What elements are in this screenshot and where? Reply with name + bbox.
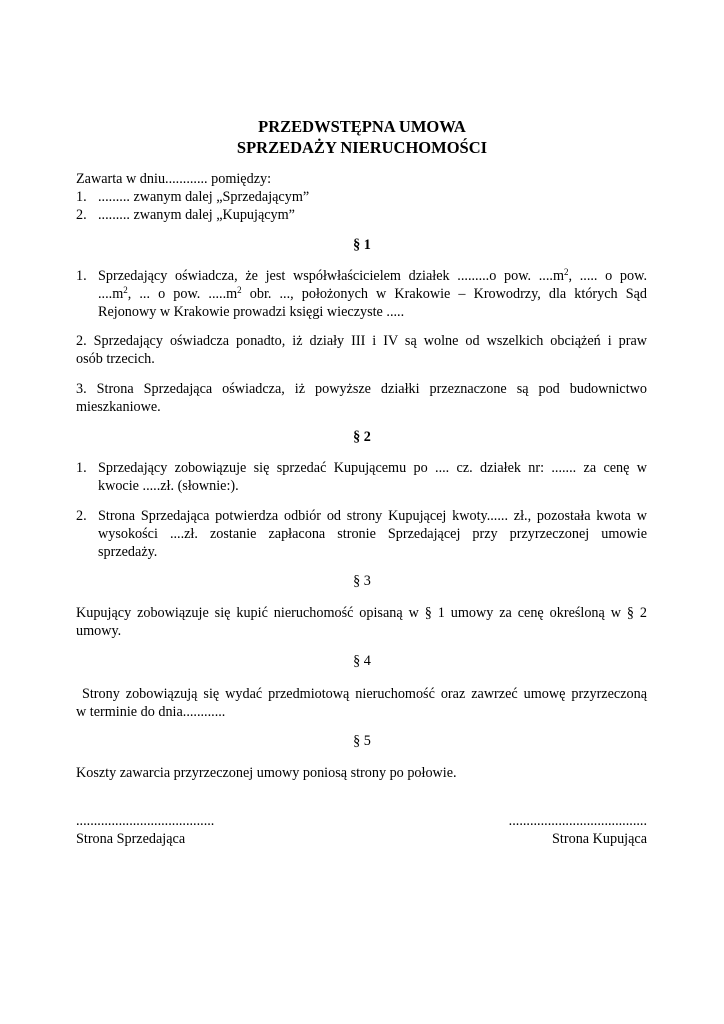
s2-point-2-line-1: Strona Sprzedająca potwierdza odbiór od strony Kupującej kwoty...... zł., pozostała kwota w — [98, 508, 647, 524]
s2-point-1-line-2: kwocie .....zł. (słownie:). — [98, 478, 239, 494]
s3-line-1: Kupujący zobowiązuje się kupić nieruchomość opisaną w § 1 umowy za cenę określoną w § 2 — [76, 605, 647, 621]
s1-point-1-line-3: Rejonowy w Krakowie prowadzi księgi wieczyste ..... — [98, 304, 405, 320]
section-1-heading: § 1 — [353, 237, 371, 253]
party-2-number: 2. — [76, 207, 87, 223]
s1-p1-l2-text-a: ....m — [98, 286, 124, 302]
s2-point-2-number: 2. — [76, 508, 87, 524]
superscript-2: 2 — [123, 285, 128, 295]
intro-date-line: Zawarta w dniu............ pomiędzy: — [76, 171, 272, 187]
s2-point-2-line-2: wysokości ....zł. zostanie zapłacona stronie Sprzedającej przy przyrzeczonej umowie — [98, 526, 647, 542]
s1-point-1-line-2 — [98, 285, 647, 303]
party-1-number: 1. — [76, 189, 87, 205]
seller-signature-label: Strona Sprzedająca — [76, 831, 186, 847]
s1-p1-l2-text-c: obr. ..., położonych w Krakowie – Krowodrzy, dla których Sąd — [241, 286, 647, 302]
document-title-line-2: SPRZEDAŻY NIERUCHOMOŚCI — [236, 138, 488, 157]
document-title-line-1: PRZEDWSTĘPNA UMOWA — [258, 117, 466, 136]
s1-p1-l1-text-a: Sprzedający oświadcza, że jest współwłaścicielem działek .........o pow. ....m — [98, 268, 564, 284]
s1-point-3-line-1: 3. Strona Sprzedająca oświadcza, iż powyższe działki przeznaczone są pod budownictwo — [76, 381, 647, 397]
s1-point-2-line-2: osób trzecich. — [76, 351, 155, 367]
buyer-signature-line: ....................................... — [508, 813, 647, 829]
s2-point-1-number: 1. — [76, 460, 87, 476]
section-4-heading: § 4 — [353, 653, 371, 669]
party-2-buyer: ......... zwanym dalej „Kupującym” — [98, 207, 295, 223]
section-5-heading: § 5 — [353, 733, 371, 749]
s4-line-2: w terminie do dnia............ — [76, 704, 226, 720]
buyer-signature-label: Strona Kupująca — [552, 831, 647, 847]
party-1-seller: ......... zwanym dalej „Sprzedającym” — [98, 189, 310, 205]
section-2-heading: § 2 — [353, 429, 371, 445]
seller-signature-line: ....................................... — [76, 813, 215, 829]
superscript-2: 2 — [563, 267, 569, 277]
s3-line-2: umowy. — [76, 623, 122, 639]
s1-point-2-line-1: 2. Sprzedający oświadcza ponadto, iż działy III i IV są wolne od wszelkich obciążeń i praw — [76, 333, 647, 349]
superscript-2: 2 — [237, 285, 242, 295]
s1-point-3-line-2: mieszkaniowe. — [76, 399, 161, 415]
s1-p1-l1-text-b: , ..... o pow. — [568, 268, 647, 284]
s1-point-1-line-1 — [98, 267, 647, 285]
section-3-heading: § 3 — [353, 573, 371, 589]
s1-p1-l2-text-b: , ... o pow. .....m — [127, 286, 238, 302]
s5-line-1: Koszty zawarcia przyrzeczonej umowy poniosą strony po połowie. — [76, 765, 457, 781]
s2-point-2-line-3: sprzedaży. — [98, 544, 158, 560]
s4-line-1: Strony zobowiązują się wydać przedmiotową nieruchomość oraz zawrzeć umowę przyrzeczoną — [76, 686, 647, 702]
s2-point-1-line-1: Sprzedający zobowiązuje się sprzedać Kupującemu po .... cz. działek nr: ....... za cenę w — [98, 460, 647, 476]
s1-point-1-number: 1. — [76, 268, 87, 284]
